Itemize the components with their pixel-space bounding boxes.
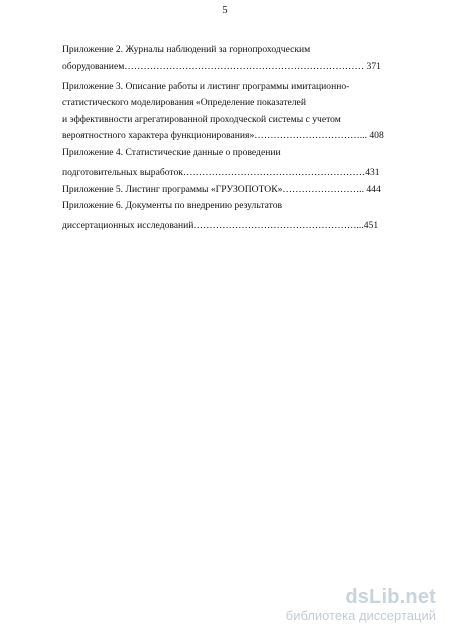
toc-line: Приложение 3. Описание работы и листинг программы имитационно- — [62, 80, 350, 92]
toc-line: Приложение 5. Листинг программы «ГРУЗОПОТОК»…………………….. 444 — [62, 183, 381, 195]
toc-line: Приложение 4. Статистические данные о проведении — [62, 147, 281, 159]
toc-line: и эффективности агрегатированной проходческой системы с учетом — [62, 113, 341, 125]
toc-line: оборудованием………………………………………………………………… 371 — [62, 60, 381, 72]
toc-line: статистического моделирования «Определение показателей — [62, 97, 306, 109]
table-of-contents — [62, 42, 412, 235]
watermark-tagline: библиотека диссертаций — [285, 608, 436, 623]
toc-line: подготовительных выработок…………………………………………………431 — [62, 167, 380, 179]
toc-line: Приложение 6. Документы по внедрению результатов — [62, 200, 283, 212]
page-number: 5 — [222, 5, 228, 16]
toc-line: диссертационных исследований……………………………………………...451 — [62, 220, 379, 232]
watermark-logo: dsLib.net — [345, 586, 436, 608]
watermark — [236, 586, 436, 624]
toc-line: Приложение 2. Журналы наблюдений за горнопроходческим — [62, 44, 311, 55]
toc-line: вероятностного характера функционирования»……………………………... 408 — [62, 130, 384, 142]
